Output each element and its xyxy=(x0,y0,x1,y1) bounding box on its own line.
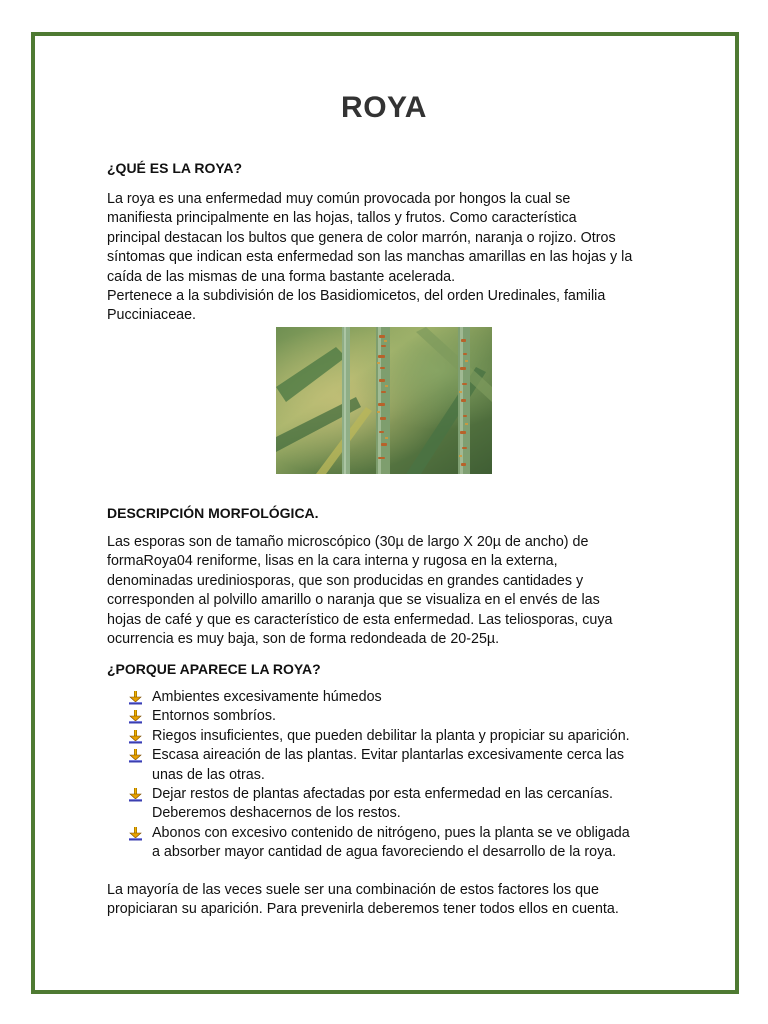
text-line: principal destacan los bultos que genera de color marrón, naranja o rojizo. Otros xyxy=(107,229,616,246)
section-heading-descripcion: DESCRIPCIÓN MORFOLÓGICA. xyxy=(107,505,319,521)
list-item-text: Escasa aireación de las plantas. Evitar plantarlas excesivamente cerca las xyxy=(152,747,625,764)
text-line: ocurrencia es muy baja, son de forma redondeada de 20-25µ. xyxy=(107,631,500,648)
section-paragraph-descripcion xyxy=(107,533,667,649)
download-arrow-icon xyxy=(129,788,143,802)
text-line: síntomas que indican esta enfermedad son las manchas amarillas en las hojas y la xyxy=(107,249,633,266)
text-line: propiciaran su aparición. Para prevenirla deberemos tener todos ellos en cuenta. xyxy=(107,901,619,918)
section-heading-que-es: ¿QUÉ ES LA ROYA? xyxy=(107,160,243,176)
list-item-text: Riegos insuficientes, que pueden debilitar la planta y propiciar su aparición. xyxy=(152,727,630,744)
list-item-text: Dejar restos de plantas afectadas por esta enfermedad en las cercanías. xyxy=(152,786,613,803)
download-arrow-icon xyxy=(129,730,143,744)
list-item-text: Abonos con excesivo contenido de nitrógeno, pues la planta se ve obligada xyxy=(152,824,630,841)
list-item-text: a absorber mayor cantidad de agua favoreciendo el desarrollo de la roya. xyxy=(152,844,617,861)
list-item xyxy=(129,785,669,824)
list-item-text: Deberemos deshacernos de los restos. xyxy=(152,805,401,822)
conclusion-paragraph xyxy=(107,881,667,920)
text-line: manifiesta principalmente en las hojas, tallos y frutos. Como característica xyxy=(107,210,577,227)
list-item xyxy=(129,824,669,863)
section-heading-porque: ¿PORQUE APARECE LA ROYA? xyxy=(107,661,321,677)
text-line: Pertenece a la subdivisión de los Basidiomicetos, del orden Uredinales, familia xyxy=(107,288,606,305)
list-item-text: unas de las otras. xyxy=(152,766,265,783)
text-line: La mayoría de las veces suele ser una combinación de estos factores los que xyxy=(107,882,599,898)
text-line: La roya es una enfermedad muy común provocada por hongos la cual se xyxy=(107,191,571,207)
list-item-text: Entornos sombríos. xyxy=(152,708,276,725)
text-line: caída de las mismas de una forma bastante acelerada. xyxy=(107,268,456,285)
text-line: hojas de café y que es característico de esta enfermedad. Las teliosporas, cuya xyxy=(107,611,613,628)
download-arrow-icon xyxy=(129,691,143,705)
causes-list xyxy=(129,688,669,863)
list-item xyxy=(129,727,669,746)
text-line: Las esporas son de tamaño microscópico (30µ de largo X 20µ de ancho) de xyxy=(107,534,589,550)
text-line: formaRoya04 reniforme, lisas en la cara interna y rugosa en la externa, xyxy=(107,553,558,570)
download-arrow-icon xyxy=(129,827,143,841)
download-arrow-icon xyxy=(129,749,143,763)
text-line: Pucciniaceae. xyxy=(107,307,197,324)
text-line: denominadas urediniosporas, que son producidas en grandes cantidades y xyxy=(107,572,584,589)
download-arrow-icon xyxy=(129,710,143,724)
text-line: corresponden al polvillo amarillo o naranja que se visualiza en el envés de las xyxy=(107,592,600,609)
list-item xyxy=(129,707,669,726)
rust-wheat-image xyxy=(276,327,492,474)
section-paragraph-que-es xyxy=(107,190,667,326)
list-item xyxy=(129,688,669,707)
list-item xyxy=(129,746,669,785)
list-item-text: Ambientes excesivamente húmedos xyxy=(152,689,382,705)
document-title: ROYA xyxy=(341,91,427,124)
rust-wheat-photo xyxy=(276,327,492,474)
